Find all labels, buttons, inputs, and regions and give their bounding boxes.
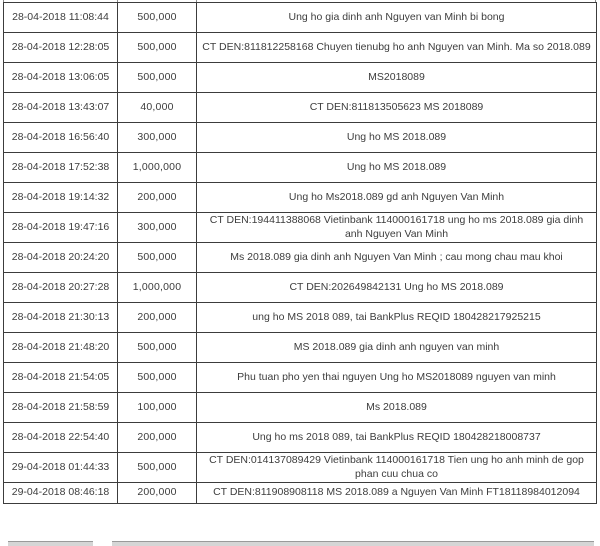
cell-amount[interactable]: 300,000: [118, 213, 197, 243]
cell-amount[interactable]: 500,000: [118, 33, 197, 63]
transaction-table-body: [4, 3, 597, 504]
cell-amount[interactable]: 200,000: [118, 303, 197, 333]
cell-description[interactable]: Ung ho MS 2018.089: [197, 123, 597, 153]
cell-amount[interactable]: 200,000: [118, 183, 197, 213]
cell-datetime[interactable]: 29-04-2018 01:44:33: [4, 453, 118, 483]
cell-description[interactable]: CT DEN:202649842131 Ung ho MS 2018.089: [197, 273, 597, 303]
cell-datetime[interactable]: 28-04-2018 12:28:05: [4, 33, 118, 63]
cell-amount[interactable]: 500,000: [118, 243, 197, 273]
table-row: [4, 93, 597, 123]
table-row: [4, 393, 597, 423]
cell-datetime[interactable]: 28-04-2018 21:30:13: [4, 303, 118, 333]
cell-description[interactable]: MS 2018.089 gia dinh anh nguyen van minh: [197, 333, 597, 363]
cell-datetime[interactable]: 28-04-2018 16:56:40: [4, 123, 118, 153]
cell-amount[interactable]: 1,000,000: [118, 273, 197, 303]
cell-description[interactable]: Ung ho gia dinh anh Nguyen van Minh bi bong: [197, 3, 597, 33]
cell-datetime[interactable]: 28-04-2018 19:47:16: [4, 213, 118, 243]
cell-description[interactable]: Ung ho Ms2018.089 gd anh Nguyen Van Minh: [197, 183, 597, 213]
cell-datetime[interactable]: 28-04-2018 13:06:05: [4, 63, 118, 93]
cell-description[interactable]: Ung ho ms 2018 089, tai BankPlus REQID 180428218008737: [197, 423, 597, 453]
cell-datetime[interactable]: 28-04-2018 21:54:05: [4, 363, 118, 393]
cell-amount[interactable]: 40,000: [118, 93, 197, 123]
table-row: [4, 153, 597, 183]
table-row: [4, 243, 597, 273]
cell-amount[interactable]: 200,000: [118, 423, 197, 453]
cell-datetime[interactable]: 28-04-2018 11:08:44: [4, 3, 118, 33]
cell-datetime[interactable]: 28-04-2018 21:48:20: [4, 333, 118, 363]
cell-amount[interactable]: 500,000: [118, 63, 197, 93]
cell-description[interactable]: CT DEN:811812258168 Chuyen tienubg ho anh Nguyen van Minh. Ma so 2018.089: [197, 33, 597, 63]
table-row: [4, 303, 597, 333]
next-row-partial: [8, 541, 93, 546]
cell-description[interactable]: CT DEN:811813505623 MS 2018089: [197, 93, 597, 123]
cell-description[interactable]: Ms 2018.089: [197, 393, 597, 423]
cell-datetime[interactable]: 28-04-2018 13:43:07: [4, 93, 118, 123]
cell-description[interactable]: Ung ho MS 2018.089: [197, 153, 597, 183]
table-row: [4, 63, 597, 93]
cell-amount[interactable]: 500,000: [118, 333, 197, 363]
cell-datetime[interactable]: 28-04-2018 22:54:40: [4, 423, 118, 453]
table-row: [4, 333, 597, 363]
table-row: [4, 123, 597, 153]
cell-datetime[interactable]: 28-04-2018 20:24:20: [4, 243, 118, 273]
cell-amount[interactable]: 200,000: [118, 483, 197, 504]
cell-datetime[interactable]: 28-04-2018 21:58:59: [4, 393, 118, 423]
cell-description[interactable]: MS2018089: [197, 63, 597, 93]
table-row: [4, 273, 597, 303]
cell-amount[interactable]: 300,000: [118, 123, 197, 153]
table-row: [4, 3, 597, 33]
cell-description[interactable]: Ms 2018.089 gia dinh anh Nguyen Van Minh ; cau mong chau mau khoi: [197, 243, 597, 273]
cell-amount[interactable]: 1,000,000: [118, 153, 197, 183]
table-row: [4, 213, 597, 243]
table-row: [4, 453, 597, 483]
cell-datetime[interactable]: 28-04-2018 19:14:32: [4, 183, 118, 213]
cell-amount[interactable]: 500,000: [118, 3, 197, 33]
transaction-table: [3, 2, 597, 504]
table-row: [4, 33, 597, 63]
table-row: [4, 423, 597, 453]
table-row: [4, 183, 597, 213]
cell-description[interactable]: Phu tuan pho yen thai nguyen Ung ho MS2018089 nguyen van minh: [197, 363, 597, 393]
cell-description[interactable]: CT DEN:194411388068 Vietinbank 114000161718 ung ho ms 2018.089 gia dinh anh Nguyen Van Minh: [197, 213, 597, 243]
cell-datetime[interactable]: 29-04-2018 08:46:18: [4, 483, 118, 504]
cell-amount[interactable]: 500,000: [118, 453, 197, 483]
cell-description[interactable]: ung ho MS 2018 089, tai BankPlus REQID 180428217925215: [197, 303, 597, 333]
cell-amount[interactable]: 100,000: [118, 393, 197, 423]
cell-datetime[interactable]: 28-04-2018 17:52:38: [4, 153, 118, 183]
cell-description[interactable]: CT DEN:811908908118 MS 2018.089 a Nguyen Van Minh FT18118984012094: [197, 483, 597, 504]
next-row-partial: [112, 541, 594, 546]
table-row: [4, 363, 597, 393]
cell-datetime[interactable]: 28-04-2018 20:27:28: [4, 273, 118, 303]
cell-description[interactable]: CT DEN:014137089429 Vietinbank 114000161718 Tien ung ho anh minh de gop phan cuu chua co: [197, 453, 597, 483]
cell-amount[interactable]: 500,000: [118, 363, 197, 393]
table-row: [4, 483, 597, 504]
